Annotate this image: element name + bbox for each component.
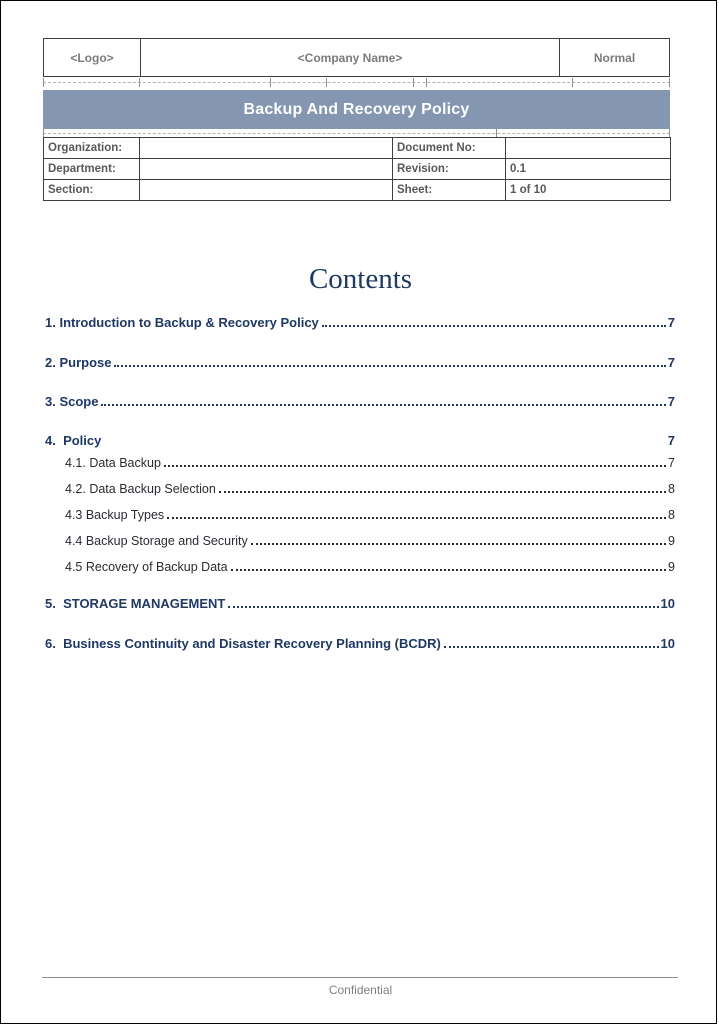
toc-entry-label: 3. Scope [45,394,99,409]
toc-leader-dots [101,404,665,406]
toc-entry-backup-storage-security[interactable] [45,534,675,548]
toc-entry-label: 6. Business Continuity and Disaster Recovery Planning (BCDR) [45,636,441,651]
toc-entry-label: 4.2. Data Backup Selection [65,482,216,496]
toc-entry-label: 1. Introduction to Backup & Recovery Policy [45,315,319,330]
toc-page-number: 7 [668,456,675,470]
toc-page-number: 7 [667,315,675,330]
cell-border-tick [139,78,140,87]
toc-page-number: 8 [668,482,675,496]
toc-entry-label: 4.3 Backup Types [65,508,165,522]
cell-border-tick [426,78,427,87]
cell-border-tick [413,78,414,87]
toc-page-number: 8 [668,508,675,522]
toc-entry-introduction[interactable] [45,316,675,330]
organization-value-cell[interactable] [140,138,393,159]
organization-label: Organization: [44,138,140,159]
toc-entry-label: 4.4 Backup Storage and Security [65,534,248,548]
toc-entry-purpose[interactable] [45,356,675,370]
toc-page-number: 9 [668,560,675,574]
toc-page-number: 9 [668,534,675,548]
document-no-label: Document No: [393,138,506,159]
toc-entry-recovery-of-backup-data[interactable] [45,560,675,574]
section-value-cell[interactable] [140,180,393,201]
toc-leader-dots [164,465,666,467]
cell-border-tick [43,129,44,137]
sheet-value: 1 of 10 [506,180,671,201]
table-row [44,180,671,201]
header-table [43,38,670,77]
toc-leader-dots [167,517,666,519]
department-label: Department: [44,159,140,180]
department-value-cell[interactable] [140,159,393,180]
toc-entry-bcdr[interactable] [45,637,675,651]
revision-label: Revision: [393,159,506,180]
cell-border-tick [270,78,271,87]
toc-entry-policy[interactable] [45,434,675,448]
cell-border-tick [669,78,670,87]
company-name-placeholder: <Company Name> [140,39,560,76]
table-of-contents [45,316,675,651]
toc-page-number: 10 [660,636,675,651]
sheet-label: Sheet: [393,180,506,201]
toc-leader-dots [114,365,665,367]
toc-page-number: 7 [667,433,675,448]
document-title-banner [43,90,670,129]
toc-leader-dots [231,569,666,571]
toc-page-number: 7 [667,355,675,370]
cell-border-tick [326,78,327,87]
table-row [44,138,671,159]
toc-entry-data-backup[interactable] [45,456,675,470]
toc-entry-backup-types[interactable] [45,508,675,522]
toc-entry-label: 4. Policy [45,433,102,448]
row-break-dashed-line [43,133,670,134]
cell-border-tick [669,129,670,137]
toc-entry-scope[interactable] [45,395,675,409]
toc-leader-dots [322,325,666,327]
classification-cell: Normal [593,50,636,65]
contents-heading: Contents [308,263,413,295]
toc-leader-dots [251,543,666,545]
toc-page-number: 7 [667,394,675,409]
footer-divider-line [42,977,678,978]
toc-leader-dots [444,646,659,648]
row-break-dashed-line [43,82,670,83]
document-no-value-cell[interactable] [506,138,671,159]
logo-placeholder: <Logo> [70,50,114,65]
section-label: Section: [44,180,140,201]
toc-leader-dots [219,491,666,493]
footer-confidential-label: Confidential [328,983,393,997]
cell-border-tick [496,129,497,137]
toc-page-number: 10 [660,596,675,611]
document-meta-table [43,137,671,201]
toc-entry-storage-management[interactable] [45,597,675,611]
toc-entry-data-backup-selection[interactable] [45,482,675,496]
table-row [44,159,671,180]
document-title: Backup And Recovery Policy [243,100,470,118]
cell-border-tick [43,78,44,87]
toc-entry-label: 5. STORAGE MANAGEMENT [45,596,226,611]
toc-entry-label: 2. Purpose [45,355,112,370]
toc-leader-dots [228,606,658,608]
revision-value: 0.1 [506,159,671,180]
toc-entry-label: 4.1. Data Backup [65,456,161,470]
toc-entry-label: 4.5 Recovery of Backup Data [65,560,228,574]
cell-border-tick [572,78,573,87]
